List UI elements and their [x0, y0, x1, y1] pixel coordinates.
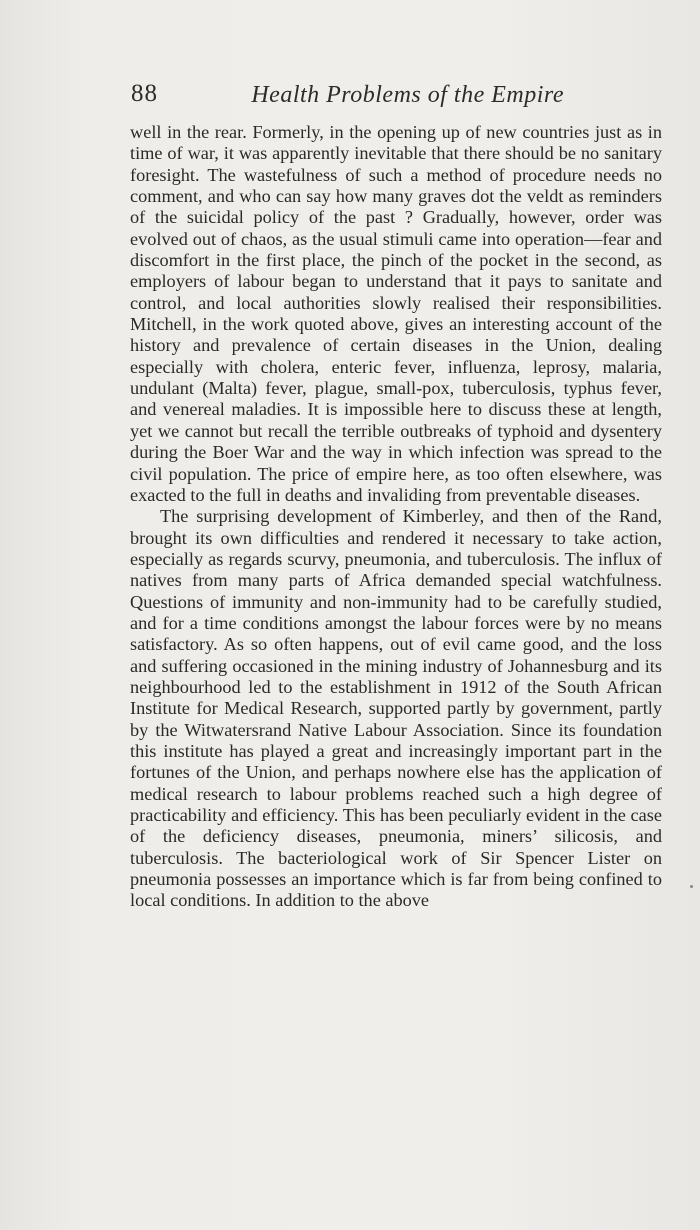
page-header: [131, 80, 564, 114]
running-title: Health Problems of the Empire: [251, 82, 564, 108]
paper-speck: [690, 885, 693, 888]
paragraph-2: The surprising development of Kimberley, and then of the Rand, brought its own difficulties and rendered it necessary to take action, especially as regards scurvy, pneumonia, and tuberculosis. The influx of natives from many parts of Africa demanded special watchfulness. Questions of immunity and non-immunity had to be carefully studied, and for a time conditions amongst the labour forces were by no means satisfactory. As so often happens, out of evil came good, and the loss and suffering occasioned in the mining industry of Johannesburg and its neighbourhood led to the establishment in 1912 of the South African Institute for Medical Research, supported partly by government, partly by the Witwatersrand Native Labour Association. Since its foundation this institute has played a great and increasingly important part in the fortunes of the Union, and perhaps nowhere else has the application of medical research to labour problems reached such a high degree of practicability and efficiency. This has been peculiarly evident in the case of the deficiency diseases, pneumonia, miners’ silicosis, and tuberculosis. The bacteriological work of Sir Spencer Lister on pneumonia possesses an importance which is far from being confined to local conditions. In addition to the above: [130, 506, 662, 911]
body-text: [130, 122, 662, 912]
paragraph-1: well in the rear. Formerly, in the opening up of new countries just as in time of war, it was apparently inevitable that there should be no sanitary foresight. The wastefulness of such a method of procedure needs no comment, and who can say how many graves dot the veldt as reminders of the suicidal policy of the past ? Gradually, however, order was evolved out of chaos, as the usual stimuli came into operation—fear and discomfort in the first place, the pinch of the pocket in the second, as employers of labour began to understand that it pays to sanitate and control, and local authorities slowly realised their responsibilities. Mitchell, in the work quoted above, gives an interesting account of the history and prevalence of certain diseases in the Union, dealing especially with cholera, enteric fever, influenza, leprosy, malaria, undulant (Malta) fever, plague, small-pox, tuberculosis, typhus fever, and venereal maladies. It is impossible here to discuss these at length, yet we cannot but recall the terrible outbreaks of typhoid and dysentery during the Boer War and the way in which infection was spread to the civil population. The price of empire here, as too often elsewhere, was exacted to the full in deaths and invaliding from preventable diseases.: [130, 122, 662, 505]
page-number: 88: [131, 80, 158, 107]
